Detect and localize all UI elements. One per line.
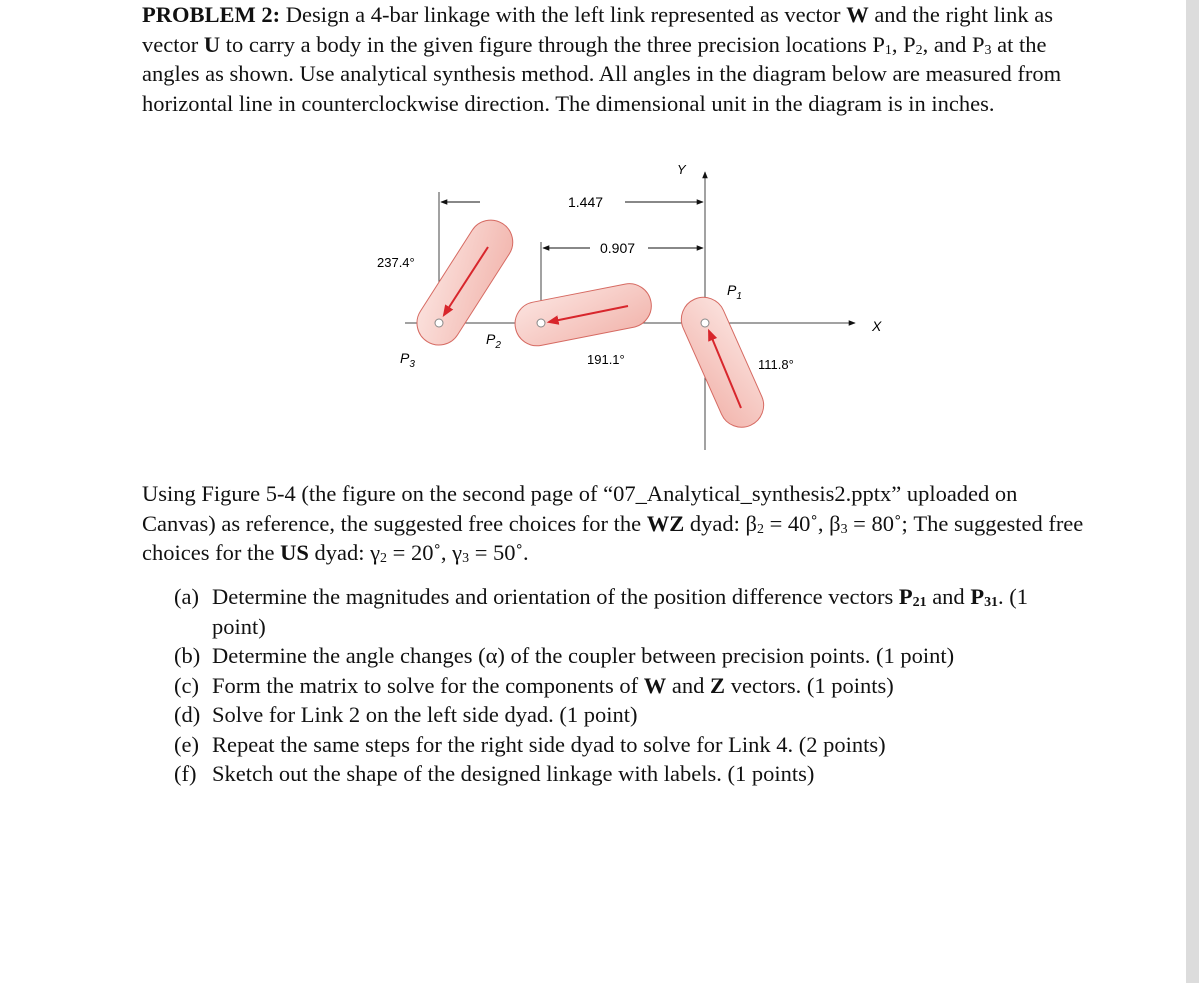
- question-e: (e) Repeat the same steps for the right side dyad to solve for Link 4. (2 points): [174, 731, 886, 757]
- page-edge-strip: [1186, 0, 1199, 983]
- y-axis-label: Y: [677, 162, 686, 177]
- reference-paragraph: Using Figure 5-4 (the figure on the second page of “07_Analytical_synthesis2.pptx” uploaded on Canvas) as reference, the suggested free choices for the WZ dyad: $\beta_2$ = 40˚, $\beta_3$ = 80˚; The suggested free choices for the US dyad: $\gamma_2$ = 20˚, $\gamma_3$ = 50˚.: [142, 481, 1084, 567]
- question-c: (c) Form the matrix to solve for the components of W and Z vectors. (1 points): [174, 672, 894, 698]
- label-p1: $P_1$: [727, 282, 742, 302]
- angle-label-p3: 237.4°: [377, 255, 415, 270]
- linkage-figure: [360, 150, 900, 470]
- question-list: [174, 582, 1074, 789]
- angle-label-p2: 191.1°: [587, 352, 625, 367]
- question-b: (b) Determine the angle changes (α) of the coupler between precision points. (1 point): [174, 643, 955, 668]
- label-p2: $P_2$: [486, 331, 501, 351]
- label-p3: $P_3$: [400, 350, 415, 370]
- question-f: (f) Sketch out the shape of the designed linkage with labels. (1 points): [174, 761, 815, 786]
- angle-label-p1: 111.8°: [758, 357, 794, 372]
- precision-point-p1: [701, 319, 709, 327]
- dim-outer-label: 1.447: [568, 194, 604, 210]
- dim-inner-label: 0.907: [600, 240, 636, 256]
- x-axis-label: X: [872, 318, 882, 334]
- question-a: (a) Determine the magnitudes and orientation of the position difference vectors $P_{21}$ and $P_{31}$. (1 point): [174, 584, 1028, 639]
- problem-heading: PROBLEM 2:: [142, 2, 281, 27]
- precision-point-p3: [435, 319, 443, 327]
- question-d: (d) Solve for Link 2 on the left side dyad. (1 point): [174, 702, 638, 727]
- problem-statement: PROBLEM 2: Design a 4-bar linkage with the left link represented as vector W and the right link as vector U to carry a body in the given figure through the three precision locations $P_1$, $P_2$, and $P_3$ at the angles as shown. Use analytical synthesis method. All angles in the diagram below are measured from horizontal line in counterclockwise direction. The dimensional unit in the diagram is in inches.: [142, 2, 1062, 116]
- precision-point-p2: [537, 319, 545, 327]
